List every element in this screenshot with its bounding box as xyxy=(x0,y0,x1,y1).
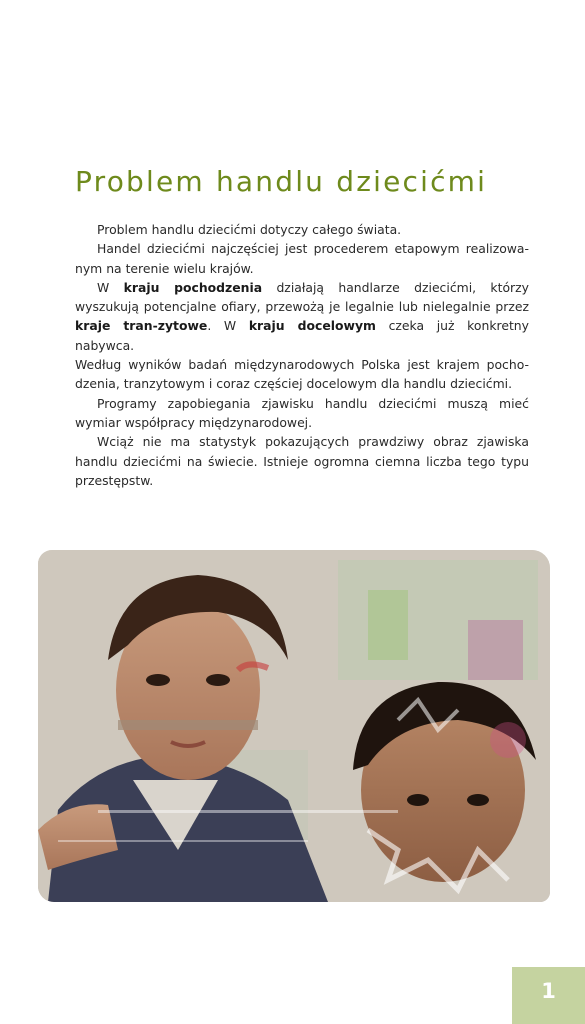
emphasis-transit-countries: kraje tran-zytowe xyxy=(75,318,208,334)
body-text xyxy=(75,220,529,490)
photo-frame xyxy=(16,522,572,902)
photo-illustration xyxy=(38,550,550,902)
page-number: 1 xyxy=(541,979,556,1003)
page-title: Problem handlu dziecićmi xyxy=(75,165,488,198)
emphasis-origin-country: kraju pochodzenia xyxy=(123,279,263,295)
paragraph-1: Problem handlu dziecićmi dotyczy całego świata. xyxy=(97,222,402,237)
children-photo xyxy=(38,550,550,902)
paragraph-3 xyxy=(75,278,529,355)
text-run: czeka już konkretny nabywca. xyxy=(75,318,529,353)
text-run: W xyxy=(97,279,124,295)
page-number-box xyxy=(512,967,585,1024)
paragraph-5: Programy zapobiegania zjawisku handlu dziecićmi muszą mieć wymiar współpracy międzynarodowej. xyxy=(75,395,529,430)
text-run: . W xyxy=(207,318,249,334)
paragraph-4: Według wyników badań międzynarodowych Polska jest krajem pocho-dzenia, tranzytowym i coraz częściej docelowym dla handlu dziecićmi. xyxy=(75,357,529,392)
text-run: działają handlarze dziecićmi, którzy wyszukują potencjalne ofiary, przewożą je legalnie lub nielegalnie przez xyxy=(75,279,529,315)
paragraph-2: Handel dziecićmi najczęściej jest procederem etapowym realizowa-nym na terenie wielu krajów. xyxy=(75,241,529,276)
paragraph-6: Wciąż nie ma statystyk pokazujących prawdziwy obraz zjawiska handlu dziecićmi na świecie. Istnieje ogromna ciemna liczba tego typu przestępstw. xyxy=(75,434,529,488)
emphasis-destination-country: kraju docelowym xyxy=(248,318,376,334)
